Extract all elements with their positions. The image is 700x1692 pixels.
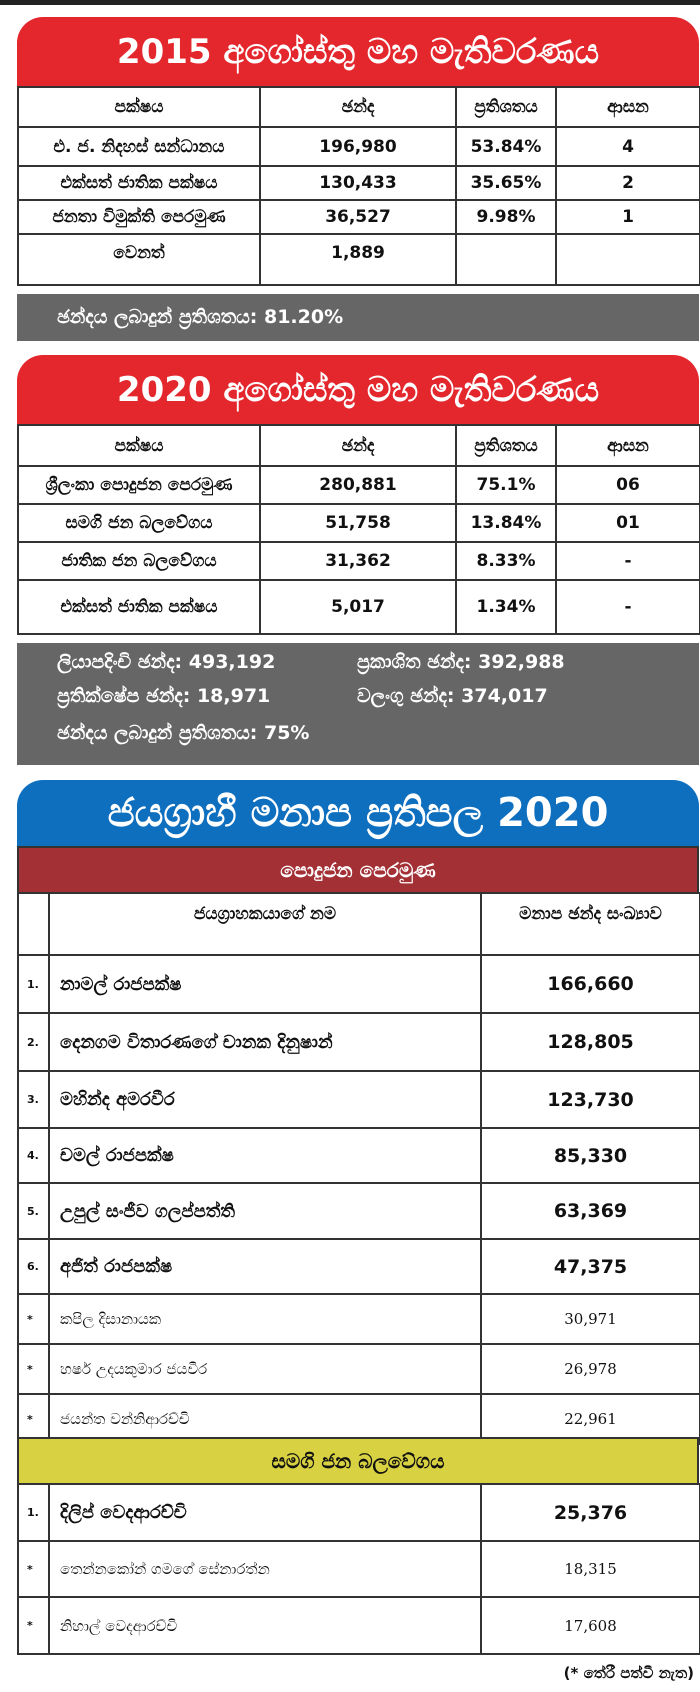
col-party: පක්ෂය [18, 425, 260, 466]
preference-table-podujana [17, 892, 700, 1445]
polled-votes: ප්‍රකාශිත ඡන්ද: 392,988 [357, 651, 565, 673]
results-table-2015 [17, 86, 700, 286]
table-row: සමගි ජන බලවේගය 51,758 13.84% 01 [18, 504, 700, 542]
title-2015: 2015 අගෝස්තු මහ මැතිවරණය [17, 17, 699, 86]
table-row: ජාතික ජන බලවේගය 31,362 8.33% - [18, 542, 700, 580]
table-row: 1. නාමල් රාජපක්ෂ 166,660 [18, 955, 700, 1013]
table-row: 4. චමල් රාජපක්ෂ 85,330 [18, 1128, 700, 1183]
results-table-2020 [17, 424, 700, 635]
turnout-2015: ඡන්දය ලබාදුන් ප්‍රතිශතය: 81.20% [17, 294, 699, 341]
table-row: * තෙන්නකෝන් ගමගේ සේනාරත්න 18,315 [18, 1541, 700, 1597]
table-row: 5. උපුල් සංජීව ගලප්පත්ති 63,369 [18, 1183, 700, 1239]
table-row: 6. අජිත් රාජපක්ෂ 47,375 [18, 1239, 700, 1294]
table-row: * නිහාල් වෙදආරච්චි 17,608 [18, 1597, 700, 1654]
table-row: 1. දිලිප් වෙදආරච්චි 25,376 [18, 1484, 700, 1541]
title-2020: 2020 අගෝස්තු මහ මැතිවරණය [17, 355, 699, 424]
turnout-2020: ඡන්දය ලබාදුන් ප්‍රතිශතය: 75% [57, 722, 310, 744]
col-party: පක්ෂය [18, 87, 260, 127]
col-seats: ආසන [556, 425, 700, 466]
table-row: ශ්‍රීලංකා පොදුජන පෙරමුණ 280,881 75.1% 06 [18, 466, 700, 504]
table-row: 2. දෙනගම විතාරණගේ චානක දිනුෂාන් 128,805 [18, 1013, 700, 1071]
party-band-podujana: පොදුජන පෙරමුණ [17, 846, 699, 892]
footnote: (* තේරී පත්වී නැත) [563, 1664, 694, 1682]
table-row: එ. ජ. නිදහස් සන්ධානය 196,980 53.84% 4 [18, 127, 700, 166]
registered-votes: ලියාපදිංචි ඡන්ද: 493,192 [57, 651, 276, 673]
table-row: * කපිල දිසානායක 30,971 [18, 1294, 700, 1344]
rejected-votes: ප්‍රතික්ෂේප ඡන්ද: 18,971 [57, 685, 271, 707]
table-row: * ජයන්ත වන්නිආරච්චි 22,961 [18, 1394, 700, 1444]
col-seats: ආසන [556, 87, 700, 127]
col-votes: ඡන්ද [260, 425, 456, 466]
top-rule [0, 0, 700, 5]
title-preferences: ජයග්‍රාහී මනාප ප්‍රතිපල 2020 [17, 780, 699, 846]
col-pref-votes: මනාප ඡන්ද සංඛ්‍යාව [481, 893, 700, 955]
col-votes: ඡන්ද [260, 87, 456, 127]
table-row: ජනතා විමුක්ති පෙරමුණ 36,527 9.98% 1 [18, 200, 700, 234]
table-row: එක්සත් ජාතික පක්ෂය 5,017 1.34% - [18, 580, 700, 634]
table-row: 3. මහින්ද අමරවීර 123,730 [18, 1071, 700, 1128]
col-percent: ප්‍රතිශතය [456, 425, 556, 466]
col-candidate: ජයග්‍රාහකයාගේ නම [49, 893, 481, 955]
party-band-samagi: සමගි ජන බලවේගය [17, 1437, 699, 1483]
stats-2020 [17, 643, 699, 765]
table-row: එක්සත් ජාතික පක්ෂය 130,433 35.65% 2 [18, 166, 700, 200]
col-percent: ප්‍රතිශතය [456, 87, 556, 127]
col-index [18, 893, 49, 955]
preference-table-samagi [17, 1483, 700, 1655]
table-row: * හර්ෂ උදයකුමාර ජයවීර 26,978 [18, 1344, 700, 1394]
table-row: වෙනත් 1,889 [18, 234, 700, 285]
valid-votes: වලංගු ඡන්ද: 374,017 [357, 685, 548, 707]
